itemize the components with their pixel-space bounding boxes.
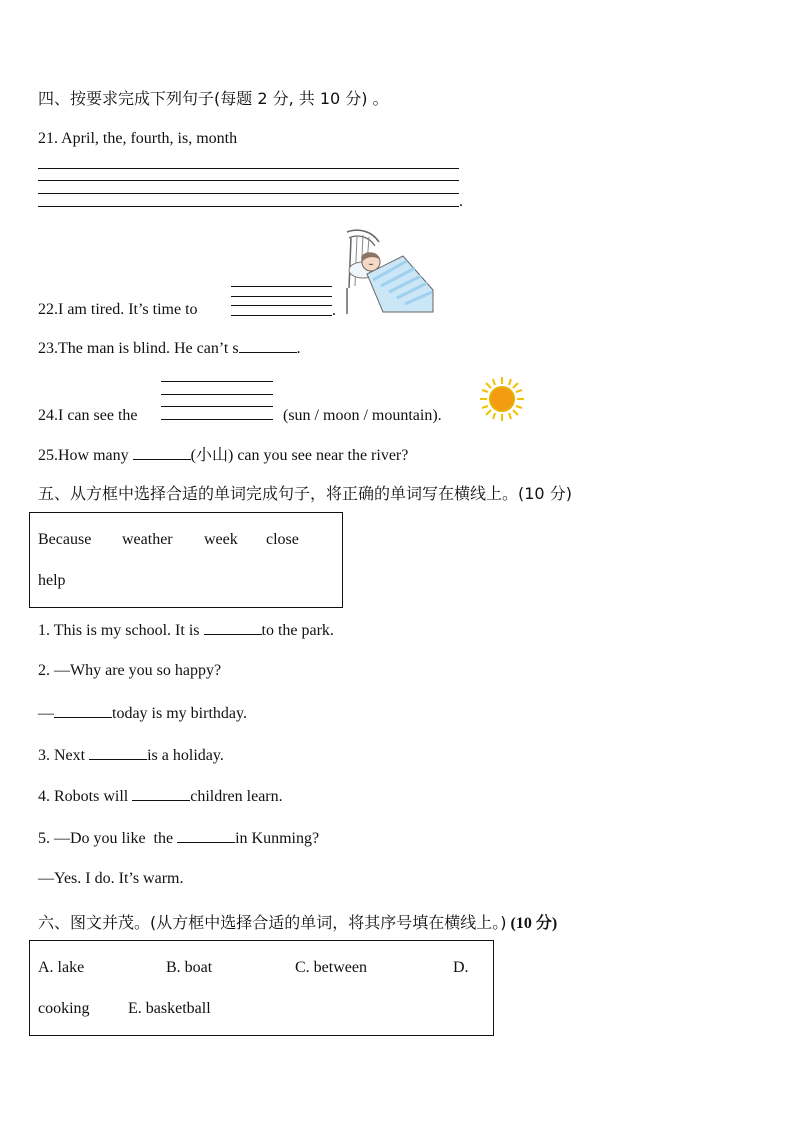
word-box-word: Because	[38, 531, 92, 548]
answer-line	[161, 419, 273, 420]
section6-heading	[38, 910, 557, 933]
answer-line	[231, 305, 332, 306]
answer-line	[231, 296, 332, 297]
section6-heading-text: 六、图文并茂。(从方框中选择合适的单词，将其序号填在横线上。)	[38, 913, 507, 932]
answer-line	[161, 394, 273, 395]
q23-line	[38, 338, 301, 358]
item-after: is a holiday.	[147, 747, 224, 764]
item-blank[interactable]	[54, 703, 112, 718]
item-after: in Kunming?	[235, 830, 320, 847]
q22-end-mark: .	[332, 302, 336, 319]
option-item: D.	[453, 959, 469, 976]
q22-text: 22.I am tired. It’s time to	[38, 301, 198, 318]
section5-item-3	[38, 745, 224, 765]
q24-text: 24.I can see the	[38, 407, 138, 424]
item-after: to the park.	[261, 622, 334, 639]
answer-line	[231, 315, 332, 316]
section5-item-5	[38, 828, 319, 848]
section6-heading-score: (10 分)	[510, 915, 558, 932]
item-after: children learn.	[190, 788, 283, 805]
q23-end-mark: .	[296, 340, 301, 357]
section5-heading: 五、从方框中选择合适的单词完成句子，将正确的单词写在横线上。(10 分)	[38, 484, 572, 503]
section5-item-4	[38, 786, 283, 806]
answer-line	[38, 206, 459, 207]
q24-options: (sun / moon / mountain).	[283, 407, 442, 424]
q25-after: can you see near the river?	[237, 447, 409, 464]
item-after: today is my birthday.	[112, 705, 247, 722]
sun-icon	[478, 375, 526, 423]
section6-option-box	[29, 940, 494, 1036]
answer-line	[38, 168, 459, 169]
q25-line	[38, 442, 408, 465]
answer-line	[161, 406, 273, 407]
item-before: 3. Next	[38, 747, 86, 764]
word-box-word: help	[38, 572, 66, 589]
word-box-word: week	[204, 531, 238, 548]
option-item: A. lake	[38, 959, 85, 976]
option-item: C. between	[295, 959, 367, 976]
item-before: 2. —Why are you so happy?	[38, 662, 222, 679]
girl-sleeping-icon	[343, 228, 435, 316]
section5-item-5-answer	[38, 870, 183, 888]
item-before: 5. —Do you like the	[38, 830, 174, 847]
item-blank[interactable]	[89, 745, 147, 760]
answer-line	[161, 381, 273, 382]
section5-item-1	[38, 620, 334, 640]
q21-end-mark: .	[459, 193, 463, 210]
answer-line	[38, 180, 459, 181]
item-blank[interactable]	[204, 620, 262, 635]
section5-word-box	[29, 512, 343, 608]
q23-blank[interactable]	[239, 338, 297, 353]
item-blank[interactable]	[177, 828, 235, 843]
section5-item-2-answer	[38, 703, 247, 723]
q25-before: 25.How many	[38, 447, 129, 464]
item-blank[interactable]	[132, 786, 190, 801]
section5-item-2	[38, 662, 221, 680]
q23-text: 23.The man is blind. He can’t s	[38, 340, 239, 357]
answer-line	[38, 193, 459, 194]
word-box-word: weather	[122, 531, 173, 548]
item-before: 1. This is my school. It is	[38, 622, 200, 639]
q25-hint: (小山)	[190, 447, 234, 464]
word-box-word: close	[266, 531, 299, 548]
section4-heading: 四、按要求完成下列句子(每题 2 分, 共 10 分) 。	[38, 89, 389, 108]
option-item: cooking	[38, 1000, 90, 1017]
item-before: —Yes. I do. It’s warm.	[38, 870, 184, 887]
item-before: —	[38, 705, 54, 722]
option-item: E. basketball	[128, 1000, 211, 1017]
answer-line	[231, 286, 332, 287]
option-item: B. boat	[166, 959, 213, 976]
q25-blank[interactable]	[133, 445, 191, 460]
q21-text: 21. April, the, fourth, is, month	[38, 130, 238, 147]
item-before: 4. Robots will	[38, 788, 129, 805]
